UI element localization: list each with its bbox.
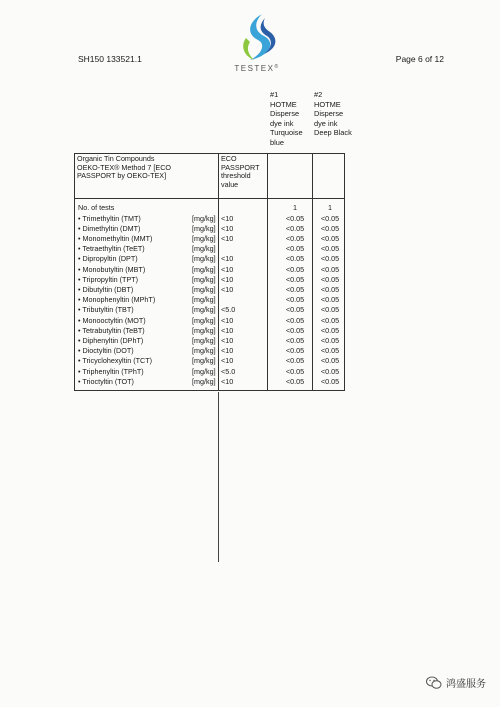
threshold-cell: <10 (221, 356, 234, 366)
threshold-cell: <10 (221, 274, 234, 284)
result-2-cell: <0.05 (320, 366, 340, 376)
unit-cell: [mg/kg] (192, 223, 216, 233)
result-2-cell: <0.05 (320, 223, 340, 233)
unit-cell: [mg/kg] (192, 274, 216, 284)
unit-cell: [mg/kg] (192, 335, 216, 345)
table-row (75, 336, 344, 346)
analyte-name: • Dibutyltin (DBT) (78, 284, 134, 294)
analyte-name: • Dipropyltin (DPT) (78, 254, 138, 264)
table-row (75, 285, 344, 295)
header-separator (75, 198, 344, 199)
analyte-name: • Diphenyltin (DPhT) (78, 335, 144, 345)
wechat-icon (426, 676, 442, 690)
threshold-cell: <10 (221, 284, 234, 294)
result-2-cell: <0.05 (320, 376, 340, 386)
analyte-name: • Tricyclohexyltin (TCT) (78, 356, 152, 366)
result-1-cell: <0.05 (285, 335, 305, 345)
result-2-cell: <0.05 (320, 244, 340, 254)
table-row (75, 316, 344, 326)
result-2-cell: <0.05 (320, 264, 340, 274)
result-1-cell: <0.05 (285, 284, 305, 294)
table-row (75, 305, 344, 315)
column-header-1: #1 HOTME Disperse dye ink Turquoise blue (270, 90, 303, 147)
analyte-name: • Dioctyltin (DOT) (78, 346, 134, 356)
table-row (75, 356, 344, 366)
result-1-cell: <0.05 (285, 254, 305, 264)
result-1-cell: <0.05 (285, 366, 305, 376)
threshold-cell: <10 (221, 325, 234, 335)
result-2-cell: <0.05 (320, 254, 340, 264)
threshold-cell: <10 (221, 233, 234, 243)
result-1-cell: <0.05 (285, 376, 305, 386)
result-1-cell: <0.05 (285, 244, 305, 254)
result-2-cell: <0.05 (320, 284, 340, 294)
result-2-cell: <0.05 (320, 295, 340, 305)
table-row (75, 244, 344, 254)
report-reference: SH150 133521.1 (78, 54, 142, 64)
unit-cell: [mg/kg] (192, 346, 216, 356)
analyte-name: • Monophenyltin (MPhT) (78, 295, 156, 305)
result-2-cell: <0.05 (320, 305, 340, 315)
table-row (75, 326, 344, 336)
table-row (75, 254, 344, 264)
footer-watermark (426, 675, 486, 690)
result-1-cell: <0.05 (285, 233, 305, 243)
table-row (75, 214, 344, 224)
analyte-name: • Tetrabutyltin (TeBT) (78, 325, 145, 335)
table-row (75, 275, 344, 285)
result-2-cell: <0.05 (320, 213, 340, 223)
unit-cell: [mg/kg] (192, 244, 216, 254)
result-2-cell: <0.05 (320, 325, 340, 335)
unit-cell: [mg/kg] (192, 213, 216, 223)
result-2-cell: <0.05 (320, 233, 340, 243)
result-1-cell: <0.05 (285, 274, 305, 284)
result-2-cell: <0.05 (320, 274, 340, 284)
unit-cell: [mg/kg] (192, 366, 216, 376)
table-row (75, 367, 344, 377)
tests-count-row: No. of tests 1 1 (78, 203, 332, 212)
unit-cell: [mg/kg] (192, 356, 216, 366)
table-row (75, 295, 344, 305)
result-1-cell: <0.05 (285, 223, 305, 233)
threshold-cell: <10 (221, 254, 234, 264)
threshold-cell: <10 (221, 223, 234, 233)
result-1-cell: <0.05 (285, 356, 305, 366)
result-1-cell: <0.05 (285, 346, 305, 356)
threshold-cell: <10 (221, 335, 234, 345)
unit-cell: [mg/kg] (192, 254, 216, 264)
result-1-cell: <0.05 (285, 305, 305, 315)
threshold-cell: <5.0 (221, 305, 236, 315)
footer-text: 鸿盛服务 (446, 679, 486, 690)
result-2-cell: <0.05 (320, 356, 340, 366)
threshold-header: ECO PASSPORT threshold value (221, 154, 260, 189)
results-table (74, 153, 345, 391)
result-1-cell: <0.05 (285, 315, 305, 325)
threshold-cell: <10 (221, 213, 234, 223)
threshold-cell: <10 (221, 346, 234, 356)
analyte-name: • Tripropyltin (TPT) (78, 274, 139, 284)
unit-cell: [mg/kg] (192, 305, 216, 315)
unit-cell: [mg/kg] (192, 264, 216, 274)
analyte-name: • Triphenyltin (TPhT) (78, 366, 144, 376)
section-title: Organic Tin Compounds OEKO-TEX® Method 7 [ECO PASSPORT by OEKO-TEX] (77, 154, 171, 181)
unit-cell: [mg/kg] (192, 284, 216, 294)
threshold-cell: <10 (221, 315, 234, 325)
result-1-cell: <0.05 (285, 295, 305, 305)
table-row (75, 265, 344, 275)
analyte-name: • Monooctyltin (MOT) (78, 315, 146, 325)
threshold-divider-extension (218, 392, 219, 562)
result-2-cell: <0.05 (320, 335, 340, 345)
result-1-cell: <0.05 (285, 325, 305, 335)
unit-cell: [mg/kg] (192, 325, 216, 335)
unit-cell: [mg/kg] (192, 376, 216, 386)
page-number: Page 6 of 12 (395, 54, 444, 64)
unit-cell: [mg/kg] (192, 233, 216, 243)
analyte-name: • Tributyltin (TBT) (78, 305, 134, 315)
table-row (75, 224, 344, 234)
analyte-name: • Monomethyltin (MMT) (78, 233, 153, 243)
analyte-name: • Trioctyltin (TOT) (78, 376, 134, 386)
analyte-name: • Monobutyltin (MBT) (78, 264, 146, 274)
unit-cell: [mg/kg] (192, 295, 216, 305)
table-row (75, 377, 344, 387)
analyte-name: • Dimethyltin (DMT) (78, 223, 141, 233)
analyte-name: • Trimethyltin (TMT) (78, 213, 141, 223)
unit-cell: [mg/kg] (192, 315, 216, 325)
threshold-cell: <10 (221, 376, 234, 386)
threshold-cell: <5.0 (221, 366, 236, 376)
result-1-cell: <0.05 (285, 264, 305, 274)
table-row (75, 234, 344, 244)
testex-wordmark: TESTEX® (234, 64, 280, 73)
table-row (75, 346, 344, 356)
result-2-cell: <0.05 (320, 346, 340, 356)
testex-logo (232, 12, 280, 64)
result-2-cell: <0.05 (320, 315, 340, 325)
threshold-cell: <10 (221, 264, 234, 274)
result-1-cell: <0.05 (285, 213, 305, 223)
analyte-name: • Tetraethyltin (TeET) (78, 244, 145, 254)
column-header-2: #2 HOTME Disperse dye ink Deep Black (314, 90, 352, 138)
